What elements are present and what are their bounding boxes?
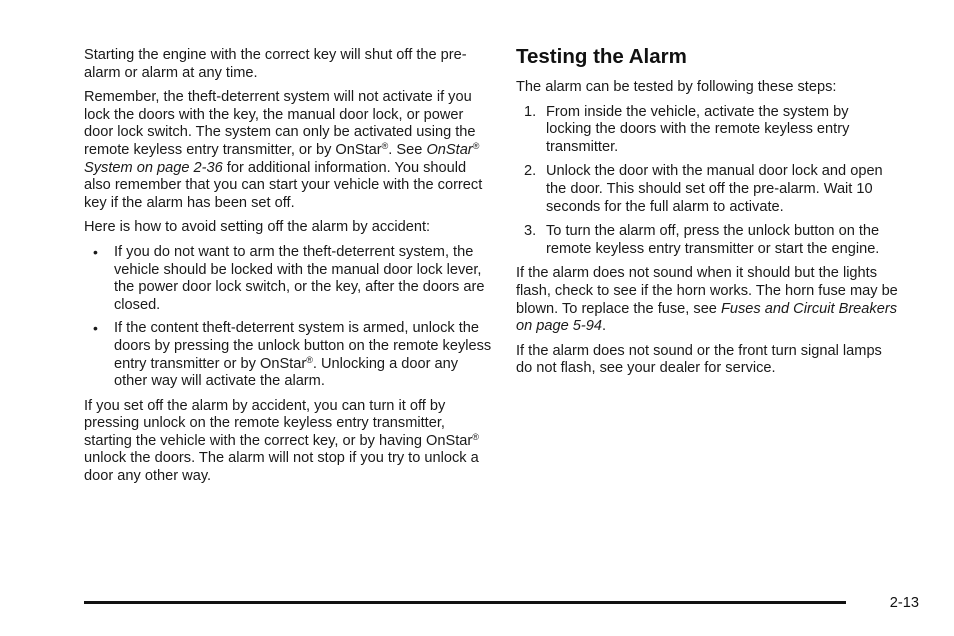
paragraph-horn-text-b: . (602, 318, 607, 335)
paragraph-activation-text-b: . See (388, 141, 427, 158)
step-number: 2. (524, 163, 537, 180)
bullet-icon: • (93, 320, 98, 337)
left-column (84, 47, 492, 493)
paragraph-horn-check (516, 265, 898, 335)
onstar-reference-link[interactable]: OnStar® System on page 2-36 (84, 140, 480, 176)
test-steps-list (516, 104, 898, 259)
step-text: From inside the vehicle, activate the system by locking the doors with the remote keyless entry transmitter. (546, 103, 850, 155)
list-item (516, 104, 898, 157)
paragraph-dealer-service: If the alarm does not sound or the front turn signal lamps do not flash, see your dealer for service. (516, 342, 882, 377)
registered-mark: ® (381, 140, 389, 151)
paragraph-turn-off-text-b: unlock the doors. The alarm will not stop if you try to unlock a door any other way. (84, 450, 479, 485)
list-item-text-a: If the content theft-deterrent system is armed, unlock the doors by pressing the unlock button on the remote keyless entry transmitter or by OnStar (114, 320, 492, 372)
paragraph-test-intro: The alarm can be tested by following these steps: (516, 79, 837, 95)
paragraph-correct-key: Starting the engine with the correct key will shut off the pre-alarm or alarm at any time. (84, 47, 467, 81)
right-column (516, 45, 898, 385)
step-number: 1. (524, 103, 537, 120)
paragraph-activation-text-c: for additional information. You should also remember that you can start your vehicle with the correct key if the alarm has been set off. (84, 159, 483, 211)
paragraph-turn-off-text-a: If you set off the alarm by accident, you can turn it off by pressing unlock on the remote keyless entry transmitter, starting the vehicle with the correct key, or by having OnStar (84, 397, 473, 449)
paragraph-avoid-alarm-intro: Here is how to avoid setting off the alarm by accident: (84, 219, 431, 236)
avoid-alarm-list (84, 244, 492, 391)
footer-rule (84, 601, 846, 604)
page-number: 2-13 (889, 595, 919, 611)
registered-mark: ® (472, 431, 479, 442)
fuses-reference-link[interactable]: Fuses and Circuit Breakers on page 5-94 (516, 300, 897, 335)
section-heading: Testing the Alarm (516, 45, 687, 68)
list-item (516, 223, 898, 258)
step-number: 3. (524, 223, 537, 240)
paragraph-activation-info (84, 89, 492, 212)
list-item-text: If you do not want to arm the theft-deterrent system, the vehicle should be locked with the manual door lock lever, the power door lock switch, or the key, after the doors are closed. (114, 243, 485, 313)
paragraph-activation-text-a: Remember, the theft-deterrent system will not activate if you lock the doors with the key, the manual door lock, or power door lock switch. The system can only be activated using the remote keyless entry transmitter, or by OnStar (84, 89, 476, 158)
step-text: To turn the alarm off, press the unlock button on the remote keyless entry transmitter or start the engine. (546, 223, 880, 257)
list-item (84, 244, 492, 314)
list-item (516, 163, 898, 216)
bullet-icon: • (93, 243, 98, 260)
list-item (84, 320, 492, 390)
step-text: Unlock the door with the manual door lock and open the door. This should set off the pre-alarm. Wait 10 seconds for the full alarm to activate. (546, 163, 883, 215)
paragraph-turn-off-alarm (84, 398, 492, 486)
registered-mark: ® (306, 354, 313, 365)
paragraph-horn-text-a: If the alarm does not sound when it should but the lights flash, check to see if the horn works. The horn fuse may be blown. To replace the fuse, see (516, 265, 898, 317)
list-item-text-b: . Unlocking a door any other way will activate the alarm. (114, 355, 459, 390)
registered-mark: ® (472, 140, 480, 151)
